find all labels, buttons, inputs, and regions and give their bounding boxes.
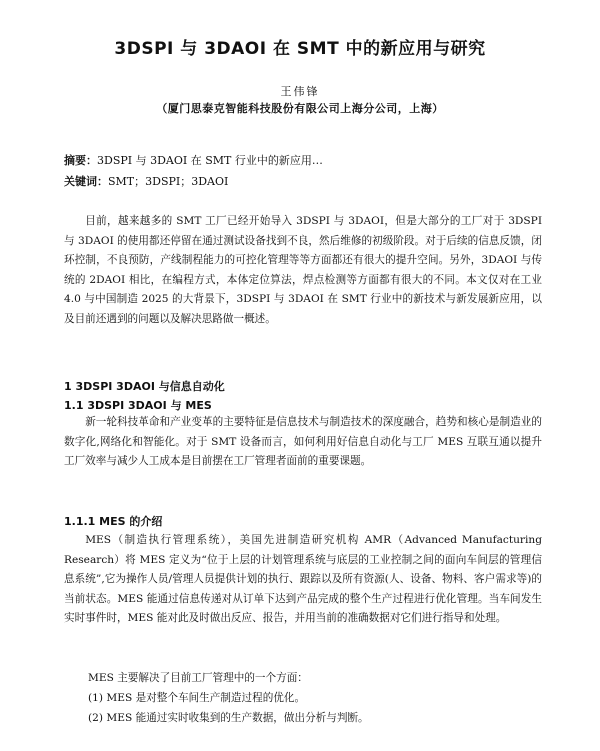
abstract-text: 3DSPI 与 3DAOI 在 SMT 行业中的新应用… — [97, 154, 323, 167]
section-1-1-paragraph: 新一轮科技革命和产业变革的主要特征是信息技术与制造技术的深度融合，趋势和核心是制造业的数字化,网络化和智能化。对于 SMT 设备而言，如何利用好信息自动化与工厂 MES 互联互通以提升工厂效率与减少人工成本是目前摆在工厂管理者面前的重要课题。 — [64, 416, 542, 468]
mes-lead-line: MES 主要解决了目前工厂管理中的一个方面： — [88, 672, 308, 684]
author-affiliation: （厦门思泰克智能科技股份有限公司上海分公司，上海） — [156, 102, 444, 115]
keywords-label: 关键词： — [64, 175, 108, 188]
section-1-1-heading: 1.1 3DSPI 3DAOI 与 MES — [64, 399, 212, 412]
mes-list-item: (2) MES 能通过实时收集到的生产数据，做出分析与判断。 — [88, 712, 369, 724]
keywords-line — [64, 173, 228, 189]
paper-title: 3DSPI 与 3DAOI 在 SMT 中的新应用与研究 — [114, 39, 486, 59]
section-1-1-1-heading: 1.1.1 MES 的介绍 — [64, 515, 163, 528]
section-1-heading: 1 3DSPI 3DAOI 与信息自动化 — [64, 380, 225, 393]
author-name: 王伟锋 — [280, 85, 320, 98]
mes-intro-paragraph: MES（制造执行管理系统），美国先进制造研究机构 AMR（Advanced Manufacturing Research）将 MES 定义为“位于上层的计划管理系统与底层的工业控制之间的面向车间层的管理信息系统”,它为操作人员/管理人员提供计划的执行、跟踪以及所有资源(人、设备、物料、客户需求等)的当前状态。MES 能通过信息传递对从订单下达到产品完成的整个生产过程进行优化管理。当车间发生实时事件时，MES 能对此及时做出反应、报告，并用当前的准确数据对它们进行指导和处理。 — [64, 534, 542, 625]
abstract-label: 摘要： — [64, 154, 97, 167]
abstract-line — [64, 152, 323, 168]
keywords-text: SMT；3DSPI；3DAOI — [108, 175, 229, 188]
mes-list-item: (1) MES 是对整个车间生产制造过程的优化。 — [88, 692, 306, 704]
intro-paragraph: 目前，越来越多的 SMT 工厂已经开始导入 3DSPI 与 3DAOI，但是大部分的工厂对于 3DSPI 与 3DAOI 的使用都还停留在通过测试设备找到不良，然后维修的初级阶段。对于后续的信息反馈，闭环控制，不良预防，产线制程能力的可控化管理等等方面都还有很大的提升空间。另外，3DAOI 与传统的 2DAOI 相比，在编程方式，本体定位算法，焊点检测等方面都有很大的不同。本文仅对在工业 4.0 与中国制造 2025 的大背景下，3DSPI 与 3DAOI 在 SMT 行业中的新技术与新发展新应用，以及目前还遇到的问题以及解决思路做一概述。 — [64, 215, 542, 325]
